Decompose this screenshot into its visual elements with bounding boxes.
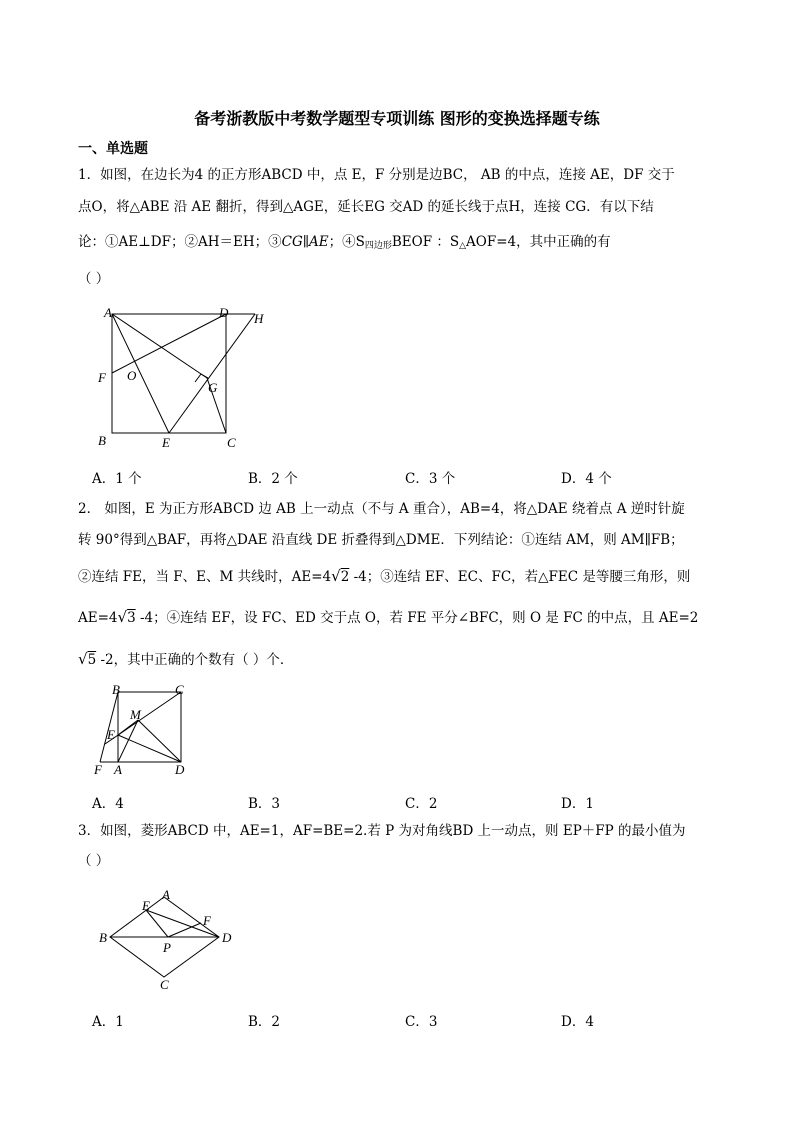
- q2-text-line-4: AE=4√3 -4；④连结 EF，设 FC、ED 交于点 O，若 FE 平分∠BFC，则 O 是 FC 的中点，且 AE=2: [78, 608, 699, 626]
- q2-figure: [90, 682, 200, 782]
- q2-option-b[interactable]: B．3: [248, 796, 281, 812]
- q2-option-d[interactable]: D．1: [561, 796, 594, 812]
- q1-subscript-2: △: [459, 241, 467, 251]
- q1-line3-part-d: AOF=4，其中正确的有: [466, 234, 611, 250]
- q2-text-line-5: √5 -2，其中正确的个数有（ ）个．: [78, 650, 294, 668]
- q1-text-line-3: [78, 233, 611, 255]
- q2-line-am: [118, 720, 138, 762]
- q1-label-c: C: [227, 435, 236, 450]
- q1-line-eh: [169, 314, 255, 433]
- q1-line3-part-c: BEOF ：S: [391, 234, 460, 250]
- q3-label-e: E: [142, 898, 150, 913]
- q3-option-a[interactable]: A．1: [92, 1014, 124, 1030]
- q2-text-line-2: 转 90°得到△BAF，再将△DAE 沿直线 DE 折叠得到△DME．下列结论：①连结 AM，则 AM∥FB；: [78, 532, 684, 548]
- q1-label-d: D: [219, 305, 229, 320]
- q3-label-d: D: [222, 930, 232, 945]
- page-title: 备考浙教版中考数学题型专项训练 图形的变换选择题专练: [194, 109, 600, 128]
- q1-label-e: E: [162, 435, 170, 450]
- q3-label-a: A: [162, 887, 170, 902]
- q2-label-c: C: [175, 682, 184, 697]
- q1-label-b: B: [98, 433, 106, 448]
- q1-line3-part-b: ；④S: [328, 234, 365, 250]
- q1-label-h: H: [254, 311, 264, 326]
- q1-answer-paren: （ ）: [78, 271, 110, 287]
- q2-option-c[interactable]: C．2: [405, 796, 438, 812]
- q1-line-ae: [112, 314, 169, 433]
- q3-text-line-1: 3．如图，菱形ABCD 中，AE=1，AF=BE=2.若 P 为对角线BD 上一动点，则 EP＋FP 的最小值为: [78, 823, 686, 839]
- q2-square: [118, 692, 181, 762]
- q3-line-pf: [168, 923, 201, 937]
- q1-option-c[interactable]: C．3 个: [405, 471, 456, 487]
- q1-option-d[interactable]: D．4 个: [561, 471, 612, 487]
- q3-option-c[interactable]: C．3: [405, 1014, 438, 1030]
- q3-option-b[interactable]: B．2: [248, 1014, 281, 1030]
- q2-option-a[interactable]: A．4: [92, 796, 124, 812]
- q2-label-e: E: [107, 727, 115, 742]
- q1-option-b[interactable]: B．2 个: [248, 471, 298, 487]
- q2-label-b: B: [112, 682, 120, 697]
- q3-answer-paren: （ ）: [78, 853, 110, 869]
- q1-figure: [90, 300, 280, 460]
- q2-line3-part-a: ②连结 FE，当 F、E、M 共线时，AE=4: [78, 569, 332, 585]
- q2-label-d: D: [175, 762, 185, 777]
- q1-text-line-2: 点O，将△ABE 沿 AE 翻折，得到△AGE，延长EG 交AD 的延长线于点H，连接 CG．有以下结: [78, 199, 654, 215]
- q1-line-df: [112, 314, 226, 373]
- q1-subscript: 四边形: [364, 241, 392, 251]
- q1-option-a[interactable]: A．1 个: [92, 471, 142, 487]
- q2-line3-part-b: -4；③连结 EF、EC、FC，若△FEC 是等腰三角形，则: [349, 569, 691, 585]
- q1-label-g: G: [208, 380, 218, 395]
- q1-label-a: A: [104, 305, 112, 320]
- q2-line5-part-b: -2，其中正确的个数有（ ）个．: [96, 652, 294, 668]
- q1-right-angle-mark: [195, 374, 208, 382]
- q2-text-line-3: ②连结 FE，当 F、E、M 共线时，AE=4√2 -4；③连结 EF、EC、FC，若△FEC 是等腰三角形，则: [78, 567, 691, 585]
- q3-label-c: C: [160, 977, 169, 992]
- q1-line3-part-a: 论：①AE⊥DF；②AH＝EH；③: [78, 234, 282, 250]
- q2-line4-part-b: -4；④连结 EF，设 FC、ED 交于点 O，若 FE 平分∠BFC，则 O 是 FC 的中点，且 AE=2: [135, 610, 699, 626]
- q2-line-ed: [118, 735, 181, 762]
- q2-label-f: F: [94, 762, 102, 777]
- q3-figure: [90, 885, 250, 990]
- q1-math-expr: CG∥AE: [281, 234, 329, 250]
- q2-radicand-5: 5: [87, 652, 97, 668]
- q3-label-f: F: [203, 913, 211, 928]
- q1-label-o: O: [127, 368, 137, 383]
- q3-label-b: B: [99, 930, 107, 945]
- q2-radicand-3: 3: [127, 610, 136, 626]
- q2-text-line-1: 2． 如图，E 为正方形ABCD 边 AB 上一动点（不与 A 重合），AB=4，将△DAE 绕着点 A 逆时针旋: [78, 501, 685, 517]
- section-heading: 一、单选题: [78, 141, 148, 157]
- q2-label-m: M: [130, 707, 141, 722]
- q3-option-d[interactable]: D．4: [561, 1014, 594, 1030]
- q2-line4-part-a: AE=4: [78, 610, 118, 626]
- q2-radicand-2: 2: [340, 569, 350, 585]
- q1-label-f: F: [98, 370, 106, 385]
- q2-label-a: A: [114, 762, 122, 777]
- q3-label-p: P: [163, 940, 171, 955]
- q2-line-md: [138, 720, 181, 762]
- q1-text-line-1: 1．如图，在边长为4 的正方形ABCD 中，点 E，F 分别是边BC， AB 的中点，连接 AE，DF 交于: [78, 167, 675, 183]
